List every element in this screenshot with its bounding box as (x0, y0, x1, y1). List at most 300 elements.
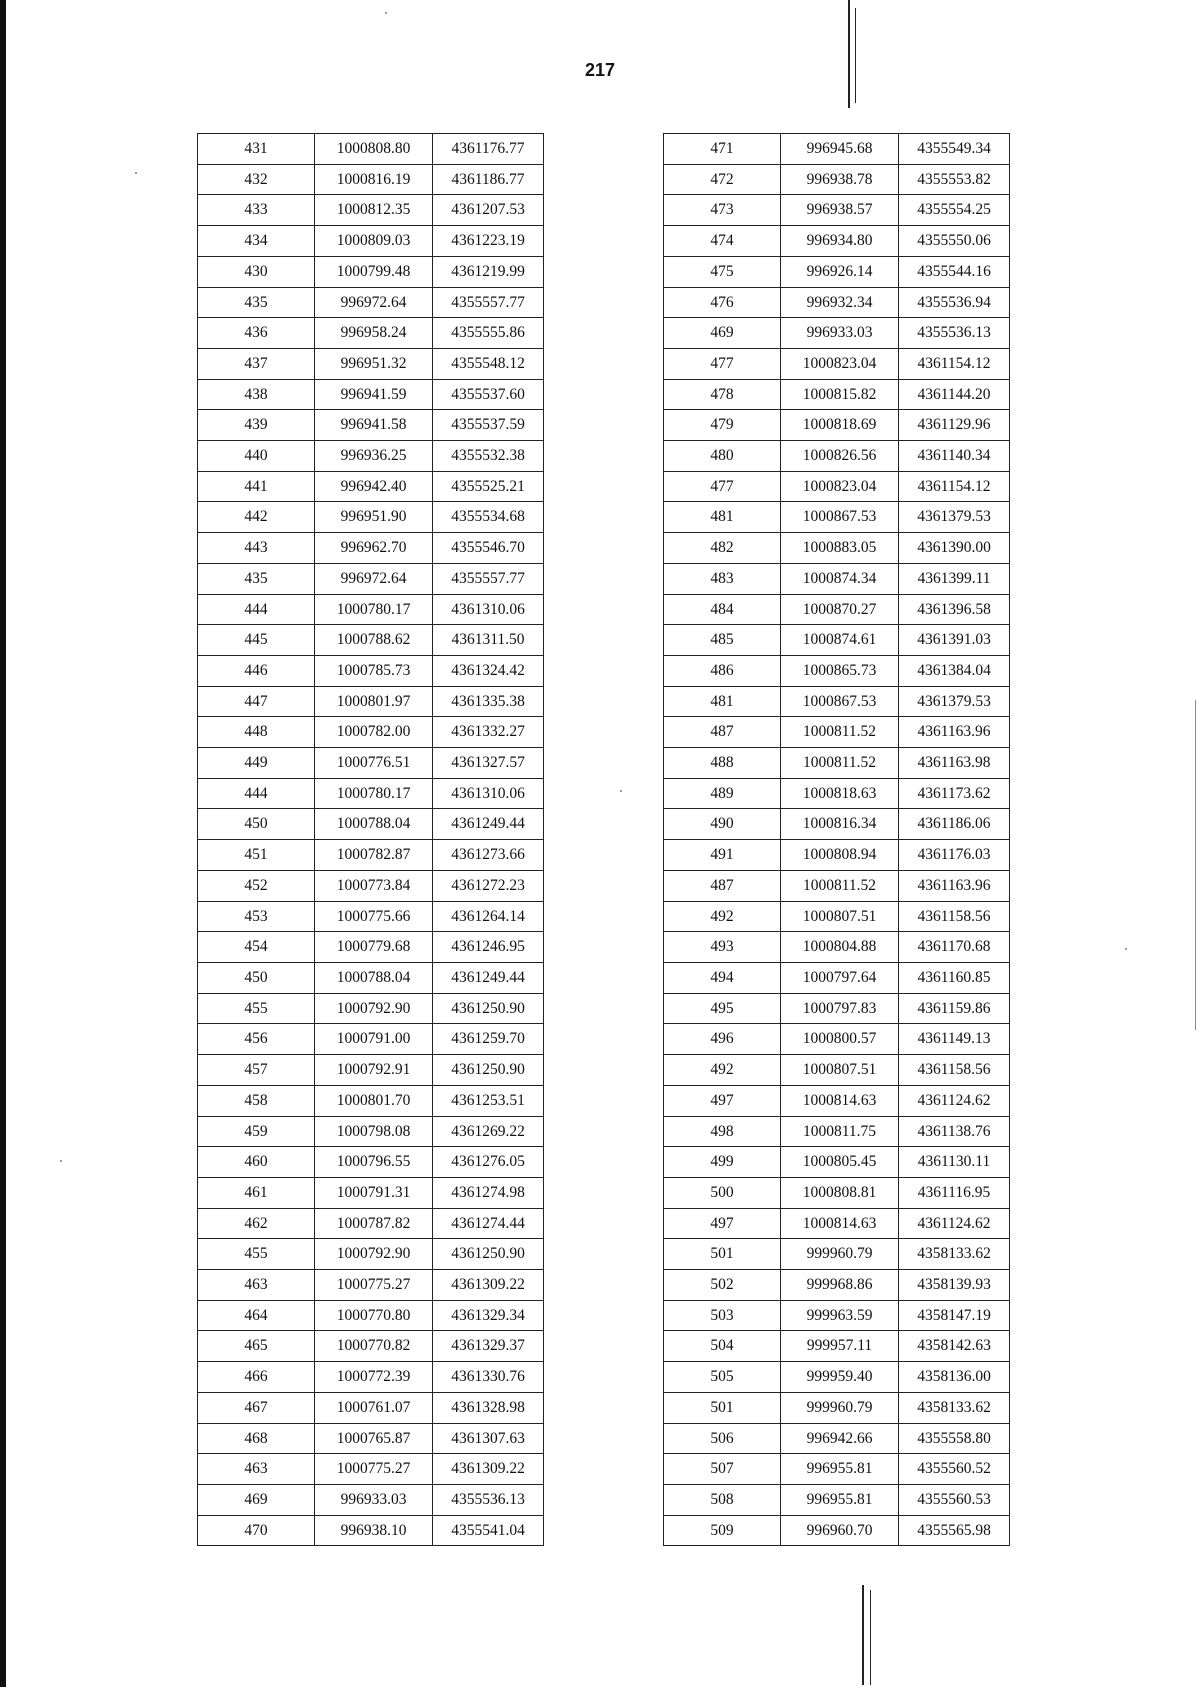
x-coordinate-cell: 996938.57 (781, 195, 899, 226)
table-row (664, 840, 1010, 871)
table-row (198, 134, 544, 165)
x-coordinate-cell: 1000788.04 (315, 962, 433, 993)
y-coordinate-cell: 4355536.13 (899, 318, 1010, 349)
table-row (664, 195, 1010, 226)
x-coordinate-cell: 996972.64 (315, 563, 433, 594)
table-row (198, 809, 544, 840)
table-row (664, 1423, 1010, 1454)
x-coordinate-cell: 1000814.63 (781, 1208, 899, 1239)
y-coordinate-cell: 4355549.34 (899, 134, 1010, 165)
table-row (664, 901, 1010, 932)
table-row (664, 1331, 1010, 1362)
table-row (664, 1515, 1010, 1546)
y-coordinate-cell: 4355565.98 (899, 1515, 1010, 1546)
point-number-cell: 430 (198, 256, 315, 287)
point-number-cell: 435 (198, 287, 315, 318)
x-coordinate-cell: 999960.79 (781, 1239, 899, 1270)
x-coordinate-cell: 1000792.90 (315, 993, 433, 1024)
table-row (198, 1085, 544, 1116)
table-row (664, 379, 1010, 410)
y-coordinate-cell: 4355555.86 (433, 318, 544, 349)
point-number-cell: 433 (198, 195, 315, 226)
y-coordinate-cell: 4361309.22 (433, 1270, 544, 1301)
point-number-cell: 472 (664, 164, 781, 195)
scan-speck (1125, 948, 1127, 950)
y-coordinate-cell: 4361223.19 (433, 226, 544, 257)
table-row (664, 348, 1010, 379)
y-coordinate-cell: 4361170.68 (899, 932, 1010, 963)
point-number-cell: 468 (198, 1423, 315, 1454)
point-number-cell: 453 (198, 901, 315, 932)
x-coordinate-cell: 996933.03 (315, 1484, 433, 1515)
point-number-cell: 431 (198, 134, 315, 165)
point-number-cell: 444 (198, 778, 315, 809)
x-coordinate-cell: 1000792.91 (315, 1055, 433, 1086)
x-coordinate-cell: 996941.58 (315, 410, 433, 441)
y-coordinate-cell: 4361384.04 (899, 655, 1010, 686)
y-coordinate-cell: 4361311.50 (433, 625, 544, 656)
point-number-cell: 509 (664, 1515, 781, 1546)
y-coordinate-cell: 4361219.99 (433, 256, 544, 287)
table-row (198, 1055, 544, 1086)
y-coordinate-cell: 4361379.53 (899, 502, 1010, 533)
x-coordinate-cell: 1000782.00 (315, 717, 433, 748)
point-number-cell: 437 (198, 348, 315, 379)
point-number-cell: 446 (198, 655, 315, 686)
x-coordinate-cell: 1000780.17 (315, 778, 433, 809)
x-coordinate-cell: 996941.59 (315, 379, 433, 410)
x-coordinate-cell: 1000801.70 (315, 1085, 433, 1116)
coordinates-table-right-body (664, 134, 1010, 1546)
point-number-cell: 494 (664, 962, 781, 993)
y-coordinate-cell: 4355558.80 (899, 1423, 1010, 1454)
y-coordinate-cell: 4361330.76 (433, 1362, 544, 1393)
x-coordinate-cell: 1000807.51 (781, 1055, 899, 1086)
table-row (198, 1270, 544, 1301)
y-coordinate-cell: 4358147.19 (899, 1300, 1010, 1331)
table-row (198, 1515, 544, 1546)
x-coordinate-cell: 999963.59 (781, 1300, 899, 1331)
point-number-cell: 492 (664, 901, 781, 932)
point-number-cell: 451 (198, 840, 315, 871)
point-number-cell: 438 (198, 379, 315, 410)
point-number-cell: 463 (198, 1454, 315, 1485)
x-coordinate-cell: 1000773.84 (315, 870, 433, 901)
point-number-cell: 434 (198, 226, 315, 257)
x-coordinate-cell: 996958.24 (315, 318, 433, 349)
x-coordinate-cell: 1000809.03 (315, 226, 433, 257)
x-coordinate-cell: 1000801.97 (315, 686, 433, 717)
y-coordinate-cell: 4361335.38 (433, 686, 544, 717)
table-row (664, 993, 1010, 1024)
table-row (198, 195, 544, 226)
x-coordinate-cell: 1000804.88 (781, 932, 899, 963)
table-row (664, 870, 1010, 901)
x-coordinate-cell: 996938.78 (781, 164, 899, 195)
y-coordinate-cell: 4361154.12 (899, 471, 1010, 502)
point-number-cell: 499 (664, 1147, 781, 1178)
scan-left-edge (0, 0, 6, 1687)
x-coordinate-cell: 1000798.08 (315, 1116, 433, 1147)
x-coordinate-cell: 1000826.56 (781, 441, 899, 472)
y-coordinate-cell: 4361158.56 (899, 901, 1010, 932)
coordinates-table-left (197, 133, 544, 1546)
x-coordinate-cell: 1000818.69 (781, 410, 899, 441)
y-coordinate-cell: 4361186.77 (433, 164, 544, 195)
y-coordinate-cell: 4358139.93 (899, 1270, 1010, 1301)
y-coordinate-cell: 4361140.34 (899, 441, 1010, 472)
table-row (664, 1392, 1010, 1423)
point-number-cell: 463 (198, 1270, 315, 1301)
y-coordinate-cell: 4361176.77 (433, 134, 544, 165)
y-coordinate-cell: 4361274.44 (433, 1208, 544, 1239)
point-number-cell: 457 (198, 1055, 315, 1086)
x-coordinate-cell: 1000816.34 (781, 809, 899, 840)
x-coordinate-cell: 1000816.19 (315, 164, 433, 195)
table-row (664, 164, 1010, 195)
point-number-cell: 479 (664, 410, 781, 441)
y-coordinate-cell: 4355553.82 (899, 164, 1010, 195)
y-coordinate-cell: 4361163.96 (899, 870, 1010, 901)
point-number-cell: 492 (664, 1055, 781, 1086)
point-number-cell: 490 (664, 809, 781, 840)
y-coordinate-cell: 4355534.68 (433, 502, 544, 533)
point-number-cell: 497 (664, 1085, 781, 1116)
point-number-cell: 501 (664, 1392, 781, 1423)
table-row (198, 962, 544, 993)
table-row (664, 563, 1010, 594)
x-coordinate-cell: 996932.34 (781, 287, 899, 318)
x-coordinate-cell: 1000807.51 (781, 901, 899, 932)
y-coordinate-cell: 4361264.14 (433, 901, 544, 932)
point-number-cell: 461 (198, 1177, 315, 1208)
page-number: 217 (584, 60, 616, 80)
x-coordinate-cell: 1000796.55 (315, 1147, 433, 1178)
x-coordinate-cell: 1000874.61 (781, 625, 899, 656)
x-coordinate-cell: 1000870.27 (781, 594, 899, 625)
table-row (198, 686, 544, 717)
y-coordinate-cell: 4361173.62 (899, 778, 1010, 809)
table-row (198, 318, 544, 349)
y-coordinate-cell: 4355525.21 (433, 471, 544, 502)
x-coordinate-cell: 1000792.90 (315, 1239, 433, 1270)
table-row (664, 1085, 1010, 1116)
x-coordinate-cell: 1000785.73 (315, 655, 433, 686)
x-coordinate-cell: 1000800.57 (781, 1024, 899, 1055)
y-coordinate-cell: 4355557.77 (433, 563, 544, 594)
y-coordinate-cell: 4361274.98 (433, 1177, 544, 1208)
y-coordinate-cell: 4361158.56 (899, 1055, 1010, 1086)
table-row (198, 287, 544, 318)
point-number-cell: 503 (664, 1300, 781, 1331)
table-row (198, 901, 544, 932)
x-coordinate-cell: 999968.86 (781, 1270, 899, 1301)
table-row (198, 563, 544, 594)
table-row (198, 993, 544, 1024)
y-coordinate-cell: 4361160.85 (899, 962, 1010, 993)
table-row (198, 1362, 544, 1393)
y-coordinate-cell: 4361269.22 (433, 1116, 544, 1147)
point-number-cell: 481 (664, 502, 781, 533)
y-coordinate-cell: 4355557.77 (433, 287, 544, 318)
x-coordinate-cell: 1000797.64 (781, 962, 899, 993)
x-coordinate-cell: 1000797.83 (781, 993, 899, 1024)
x-coordinate-cell: 996945.68 (781, 134, 899, 165)
x-coordinate-cell: 1000874.34 (781, 563, 899, 594)
y-coordinate-cell: 4361276.05 (433, 1147, 544, 1178)
table-row (664, 655, 1010, 686)
x-coordinate-cell: 1000761.07 (315, 1392, 433, 1423)
x-coordinate-cell: 1000865.73 (781, 655, 899, 686)
y-coordinate-cell: 4361250.90 (433, 1055, 544, 1086)
table-row (664, 1116, 1010, 1147)
table-row (664, 318, 1010, 349)
table-row (664, 287, 1010, 318)
y-coordinate-cell: 4361159.86 (899, 993, 1010, 1024)
x-coordinate-cell: 1000775.66 (315, 901, 433, 932)
point-number-cell: 441 (198, 471, 315, 502)
scan-margin-line (855, 8, 856, 103)
x-coordinate-cell: 1000823.04 (781, 471, 899, 502)
x-coordinate-cell: 1000867.53 (781, 686, 899, 717)
table-row (198, 1147, 544, 1178)
y-coordinate-cell: 4361391.03 (899, 625, 1010, 656)
point-number-cell: 487 (664, 717, 781, 748)
y-coordinate-cell: 4355544.16 (899, 256, 1010, 287)
x-coordinate-cell: 1000779.68 (315, 932, 433, 963)
y-coordinate-cell: 4361163.96 (899, 717, 1010, 748)
x-coordinate-cell: 1000883.05 (781, 533, 899, 564)
table-row (198, 625, 544, 656)
scan-margin-line (862, 1585, 864, 1685)
point-number-cell: 455 (198, 1239, 315, 1270)
x-coordinate-cell: 1000791.31 (315, 1177, 433, 1208)
y-coordinate-cell: 4361307.63 (433, 1423, 544, 1454)
x-coordinate-cell: 1000814.63 (781, 1085, 899, 1116)
table-row (664, 134, 1010, 165)
point-number-cell: 467 (198, 1392, 315, 1423)
table-row (198, 748, 544, 779)
point-number-cell: 497 (664, 1208, 781, 1239)
table-row (198, 1331, 544, 1362)
table-row (198, 932, 544, 963)
point-number-cell: 496 (664, 1024, 781, 1055)
point-number-cell: 440 (198, 441, 315, 472)
x-coordinate-cell: 996972.64 (315, 287, 433, 318)
y-coordinate-cell: 4361396.58 (899, 594, 1010, 625)
x-coordinate-cell: 1000823.04 (781, 348, 899, 379)
table-row (664, 1239, 1010, 1270)
y-coordinate-cell: 4361273.66 (433, 840, 544, 871)
y-coordinate-cell: 4361154.12 (899, 348, 1010, 379)
table-row (198, 533, 544, 564)
point-number-cell: 487 (664, 870, 781, 901)
scan-margin-line (848, 0, 850, 108)
point-number-cell: 475 (664, 256, 781, 287)
point-number-cell: 436 (198, 318, 315, 349)
point-number-cell: 505 (664, 1362, 781, 1393)
point-number-cell: 469 (664, 318, 781, 349)
table-row (664, 932, 1010, 963)
y-coordinate-cell: 4355554.25 (899, 195, 1010, 226)
table-row (198, 778, 544, 809)
y-coordinate-cell: 4361249.44 (433, 962, 544, 993)
y-coordinate-cell: 4361310.06 (433, 778, 544, 809)
point-number-cell: 450 (198, 809, 315, 840)
point-number-cell: 504 (664, 1331, 781, 1362)
x-coordinate-cell: 996938.10 (315, 1515, 433, 1546)
x-coordinate-cell: 1000788.04 (315, 809, 433, 840)
y-coordinate-cell: 4361328.98 (433, 1392, 544, 1423)
x-coordinate-cell: 1000770.80 (315, 1300, 433, 1331)
table-row (198, 1208, 544, 1239)
y-coordinate-cell: 4361272.23 (433, 870, 544, 901)
point-number-cell: 464 (198, 1300, 315, 1331)
x-coordinate-cell: 996951.90 (315, 502, 433, 533)
y-coordinate-cell: 4355560.52 (899, 1454, 1010, 1485)
point-number-cell: 460 (198, 1147, 315, 1178)
point-number-cell: 476 (664, 287, 781, 318)
point-number-cell: 443 (198, 533, 315, 564)
y-coordinate-cell: 4358142.63 (899, 1331, 1010, 1362)
y-coordinate-cell: 4355532.38 (433, 441, 544, 472)
table-row (198, 256, 544, 287)
point-number-cell: 488 (664, 748, 781, 779)
point-number-cell: 449 (198, 748, 315, 779)
x-coordinate-cell: 1000811.52 (781, 717, 899, 748)
x-coordinate-cell: 1000805.45 (781, 1147, 899, 1178)
y-coordinate-cell: 4361186.06 (899, 809, 1010, 840)
table-row (198, 1116, 544, 1147)
x-coordinate-cell: 1000811.52 (781, 748, 899, 779)
table-row (198, 594, 544, 625)
y-coordinate-cell: 4358133.62 (899, 1239, 1010, 1270)
x-coordinate-cell: 1000808.81 (781, 1177, 899, 1208)
table-row (198, 1392, 544, 1423)
point-number-cell: 478 (664, 379, 781, 410)
table-row (198, 1177, 544, 1208)
point-number-cell: 495 (664, 993, 781, 1024)
x-coordinate-cell: 1000772.39 (315, 1362, 433, 1393)
x-coordinate-cell: 1000782.87 (315, 840, 433, 871)
x-coordinate-cell: 1000799.48 (315, 256, 433, 287)
point-number-cell: 482 (664, 533, 781, 564)
x-coordinate-cell: 1000818.63 (781, 778, 899, 809)
table-row (664, 962, 1010, 993)
x-coordinate-cell: 1000811.75 (781, 1116, 899, 1147)
table-row (198, 1024, 544, 1055)
y-coordinate-cell: 4361138.76 (899, 1116, 1010, 1147)
table-row (198, 226, 544, 257)
table-row (664, 1208, 1010, 1239)
point-number-cell: 462 (198, 1208, 315, 1239)
point-number-cell: 458 (198, 1085, 315, 1116)
y-coordinate-cell: 4361246.95 (433, 932, 544, 963)
x-coordinate-cell: 1000770.82 (315, 1331, 433, 1362)
scan-speck (60, 1160, 62, 1162)
x-coordinate-cell: 1000815.82 (781, 379, 899, 410)
y-coordinate-cell: 4361130.11 (899, 1147, 1010, 1178)
y-coordinate-cell: 4361324.42 (433, 655, 544, 686)
point-number-cell: 484 (664, 594, 781, 625)
table-row (664, 441, 1010, 472)
y-coordinate-cell: 4361124.62 (899, 1085, 1010, 1116)
x-coordinate-cell: 996955.81 (781, 1454, 899, 1485)
point-number-cell: 493 (664, 932, 781, 963)
table-row (664, 717, 1010, 748)
table-row (198, 655, 544, 686)
y-coordinate-cell: 4361329.37 (433, 1331, 544, 1362)
table-row (664, 625, 1010, 656)
y-coordinate-cell: 4361144.20 (899, 379, 1010, 410)
point-number-cell: 491 (664, 840, 781, 871)
table-row (664, 778, 1010, 809)
table-row (198, 1239, 544, 1270)
x-coordinate-cell: 1000776.51 (315, 748, 433, 779)
y-coordinate-cell: 4361176.03 (899, 840, 1010, 871)
y-coordinate-cell: 4361327.57 (433, 748, 544, 779)
point-number-cell: 502 (664, 1270, 781, 1301)
coordinates-table-right (663, 133, 1010, 1546)
point-number-cell: 508 (664, 1484, 781, 1515)
x-coordinate-cell: 996951.32 (315, 348, 433, 379)
table-row (664, 1147, 1010, 1178)
y-coordinate-cell: 4355536.13 (433, 1484, 544, 1515)
table-row (664, 1270, 1010, 1301)
y-coordinate-cell: 4361253.51 (433, 1085, 544, 1116)
point-number-cell: 469 (198, 1484, 315, 1515)
table-row (664, 1362, 1010, 1393)
y-coordinate-cell: 4361124.62 (899, 1208, 1010, 1239)
x-coordinate-cell: 1000811.52 (781, 870, 899, 901)
y-coordinate-cell: 4361207.53 (433, 195, 544, 226)
x-coordinate-cell: 996942.40 (315, 471, 433, 502)
table-row (198, 410, 544, 441)
y-coordinate-cell: 4361379.53 (899, 686, 1010, 717)
x-coordinate-cell: 996926.14 (781, 256, 899, 287)
x-coordinate-cell: 996942.66 (781, 1423, 899, 1454)
table-row (198, 348, 544, 379)
table-row (664, 809, 1010, 840)
table-row (198, 717, 544, 748)
x-coordinate-cell: 1000812.35 (315, 195, 433, 226)
y-coordinate-cell: 4361259.70 (433, 1024, 544, 1055)
y-coordinate-cell: 4361250.90 (433, 993, 544, 1024)
y-coordinate-cell: 4361149.13 (899, 1024, 1010, 1055)
table-row (664, 502, 1010, 533)
table-row (664, 1177, 1010, 1208)
table-row (664, 410, 1010, 441)
point-number-cell: 489 (664, 778, 781, 809)
y-coordinate-cell: 4358133.62 (899, 1392, 1010, 1423)
y-coordinate-cell: 4361310.06 (433, 594, 544, 625)
y-coordinate-cell: 4361309.22 (433, 1454, 544, 1485)
point-number-cell: 432 (198, 164, 315, 195)
point-number-cell: 481 (664, 686, 781, 717)
table-row (664, 748, 1010, 779)
table-row (664, 686, 1010, 717)
point-number-cell: 474 (664, 226, 781, 257)
table-row (198, 870, 544, 901)
point-number-cell: 454 (198, 932, 315, 963)
point-number-cell: 483 (664, 563, 781, 594)
y-coordinate-cell: 4355537.60 (433, 379, 544, 410)
point-number-cell: 447 (198, 686, 315, 717)
point-number-cell: 480 (664, 441, 781, 472)
x-coordinate-cell: 1000791.00 (315, 1024, 433, 1055)
point-number-cell: 507 (664, 1454, 781, 1485)
scan-speck (385, 12, 387, 14)
